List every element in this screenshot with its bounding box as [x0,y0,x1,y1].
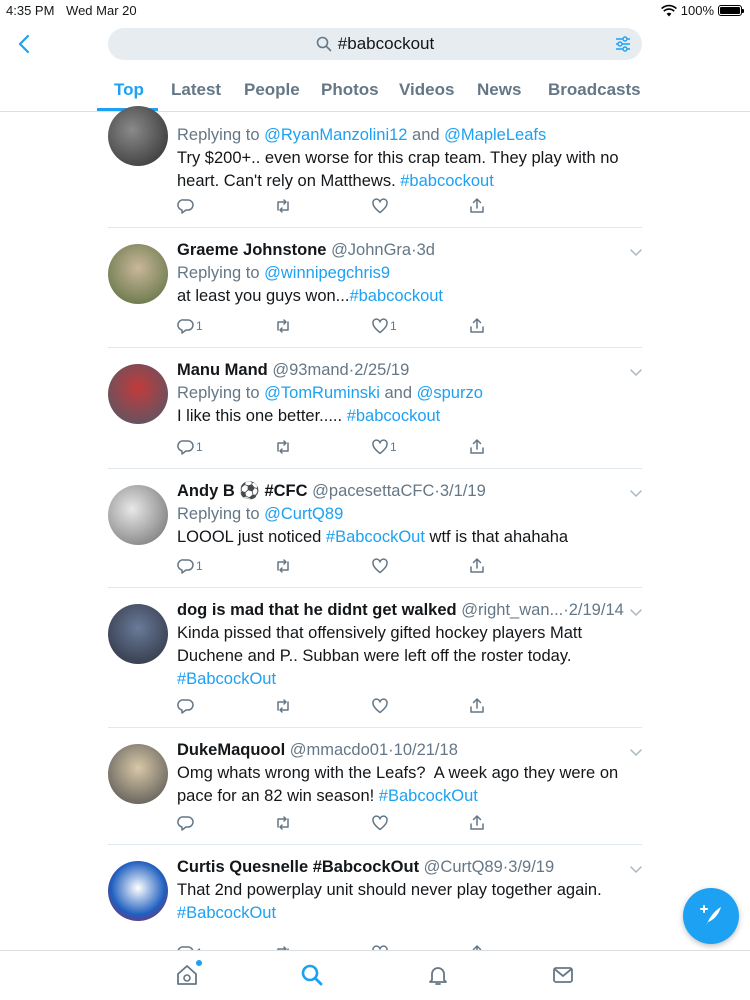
tweet-body [177,856,632,925]
tweet[interactable] [0,588,750,728]
share-button[interactable] [468,438,486,456]
avatar[interactable] [108,604,168,664]
avatar[interactable] [108,485,168,545]
tweet-time: 10/21/18 [393,741,458,759]
search-icon [316,36,332,52]
like-button[interactable] [371,557,390,575]
reply-icon [177,557,195,575]
back-button[interactable] [12,30,36,58]
tweet-actions [177,557,497,577]
reply-button[interactable] [177,697,196,715]
tweet-text [177,785,632,808]
tweet-text-segment: Kinda pissed that offensively gifted hockey players Matt [177,624,583,642]
tweet-text-segment: LOOOL just noticed [177,528,326,546]
bottom-tab-bar [0,950,750,1000]
replying-to [177,262,632,285]
avatar[interactable] [108,861,168,921]
tweet-text [177,285,632,308]
likes-count: 1 [390,440,397,454]
separator-dot: · [563,601,569,619]
replies-count: 1 [196,319,203,333]
tweet-actions [177,197,497,217]
tweet-header [177,359,632,382]
tweet-actions [177,317,497,337]
tweet-text-segment: Duchene and P.. Subban were left off the roster today. [177,647,572,665]
messages-tab[interactable] [551,963,575,992]
retweet-icon [274,557,292,575]
compose-button[interactable] [683,888,739,944]
tweet-body [177,739,632,808]
tweet-body [177,599,632,691]
wifi-icon [661,5,677,17]
reply-icon [177,197,195,215]
reply-icon [177,317,195,335]
tab-news[interactable]: News [477,80,522,99]
share-button[interactable] [468,814,486,832]
heart-icon [371,197,389,215]
status-bar [0,0,750,20]
mention-link[interactable]: @RyanManzolini12 [264,126,408,144]
share-button[interactable] [468,317,486,335]
hashtag-link[interactable]: #babcockout [346,407,441,425]
separator-dot: · [411,241,417,259]
tweet-text [177,622,632,645]
avatar[interactable] [108,744,168,804]
search-icon [300,963,324,987]
tab-photos[interactable]: Photos [321,80,379,99]
retweet-button[interactable] [274,814,293,832]
hashtag-link[interactable]: #BabcockOut [177,670,277,688]
mail-icon [551,963,575,987]
mention-link[interactable]: @CurtQ89 [264,505,344,523]
retweet-icon [274,197,292,215]
replying-to [177,124,632,147]
battery-icon [718,5,742,16]
user-handle: @pacesettaCFC [312,482,435,500]
user-handle: @right_wan... [461,601,564,619]
user-handle: @mmacdo01 [289,741,389,759]
search-header [0,20,750,70]
like-button[interactable] [371,317,397,335]
tweet-actions [177,814,497,834]
heart-icon [371,317,389,335]
search-query: #babcockout [337,34,435,53]
share-icon [468,697,486,715]
tweet-text [177,405,632,428]
share-button[interactable] [468,197,486,215]
tweet-time: 3/1/19 [439,482,486,500]
compose-icon [697,902,725,930]
share-button[interactable] [468,697,486,715]
tweet-text [177,170,632,193]
avatar[interactable] [108,364,168,424]
separator-dot: · [348,361,355,379]
tweet-time: 3d [416,241,435,259]
heart-icon [371,697,389,715]
tweet-text-segment: Omg whats wrong with the Leafs? A week ago they were on [177,764,619,782]
replies-count: 1 [196,440,203,454]
avatar[interactable] [108,244,168,304]
share-button[interactable] [468,557,486,575]
replying-label: Replying to [177,505,265,523]
more-options-button[interactable] [629,245,643,259]
separator-dot: · [388,741,394,759]
tweet-text [177,902,632,925]
tweet-text-segment: That 2nd powerplay unit should never play together again. [177,881,602,899]
retweet-button[interactable] [274,697,293,715]
chevron-down-icon [629,862,643,876]
reply-icon [177,438,195,456]
tweet-actions [177,697,497,717]
replying-label: Replying to [177,384,265,402]
tweet-header [177,239,632,262]
tweet-text-segment: wtf is that ahahaha [424,528,569,546]
battery-percent: 100% [680,3,714,18]
more-options-button[interactable] [629,365,643,379]
more-options-button[interactable] [629,862,643,876]
tweet-header [177,101,632,124]
notifications-tab[interactable] [426,963,450,992]
likes-count: 1 [390,319,397,333]
user-name[interactable]: DukeMaquool [177,741,286,759]
tweet-text-segment: at least you guys won... [177,287,350,305]
reply-button[interactable] [177,557,203,575]
explore-tab[interactable] [300,963,324,992]
like-button[interactable] [371,438,397,456]
separator-dot: · [434,482,440,500]
tab-latest[interactable]: Latest [171,80,222,99]
tweet[interactable] [0,348,750,469]
tweet[interactable] [0,469,750,588]
retweet-icon [274,814,292,832]
filter-icon [614,35,632,53]
bell-icon [426,963,450,987]
tweet-body [177,239,632,308]
hashtag-link[interactable]: #babcockout [400,172,494,190]
filter-button[interactable] [614,35,632,53]
replying-and: and [379,384,417,402]
chevron-down-icon [629,486,643,500]
search-input[interactable] [108,28,642,60]
reply-button[interactable] [177,438,203,456]
tweet-time: 3/9/19 [508,858,555,876]
tweet[interactable] [0,728,750,845]
mention-link[interactable]: @spurzo [416,384,483,402]
retweet-button[interactable] [274,317,293,335]
tab-people[interactable]: People [244,80,300,99]
share-icon [468,317,486,335]
chevron-down-icon [629,745,643,759]
tweet-text [177,645,632,668]
replying-label: Replying to [177,126,265,144]
home-tab[interactable] [175,963,199,992]
replies-count: 1 [196,559,203,573]
user-name[interactable]: Curtis Quesnelle #BabcockOut [177,858,420,876]
tweet-time: 2/25/19 [354,361,410,379]
heart-icon [371,814,389,832]
user-name[interactable]: Graeme Johnstone [177,241,327,259]
tweet-text-segment: pace for an 82 win season! [177,787,379,805]
share-icon [468,197,486,215]
mention-link[interactable]: @TomRuminski [264,384,380,402]
reply-button[interactable] [177,197,196,215]
tweet-feed[interactable] [0,112,750,950]
replying-and: and [407,126,445,144]
share-icon [468,814,486,832]
tweet-time: 2/19/14 [568,601,624,619]
tweet-text [177,879,632,902]
retweet-button[interactable] [274,438,293,456]
user-name[interactable]: Manu Mand [177,361,268,379]
separator-dot: · [502,858,509,876]
tweet-text [177,762,632,785]
heart-icon [371,438,389,456]
status-date: Wed Mar 20 [66,3,137,18]
replying-to [177,503,632,526]
tab-broadcasts[interactable]: Broadcasts [548,80,641,99]
tab-top[interactable]: Top [114,80,144,99]
replying-label: Replying to [177,264,265,282]
home-icon [175,963,199,987]
tweet-header [177,739,632,762]
home-notification-dot [196,960,202,966]
hashtag-link[interactable]: #BabcockOut [177,904,277,922]
reply-button[interactable] [177,317,203,335]
share-icon [468,557,486,575]
retweet-icon [274,697,292,715]
hashtag-link[interactable]: #babcockout [349,287,444,305]
user-handle: @93mand [272,361,349,379]
chevron-left-icon [18,34,30,54]
tweet-header [177,599,632,622]
user-handle: @CurtQ89 [423,858,503,876]
user-handle: @JohnGra [331,241,412,259]
tweet-body [177,480,632,549]
tab-videos[interactable]: Videos [399,80,455,99]
retweet-icon [274,317,292,335]
tweet-text-segment: heart. Can't rely on Matthews. [177,172,401,190]
tweet-text-segment: I like this one better..... [177,407,347,425]
like-button[interactable] [371,697,390,715]
tweet[interactable] [0,90,750,228]
share-icon [468,438,486,456]
retweet-icon [274,438,292,456]
chevron-down-icon [629,605,643,619]
more-options-button[interactable] [629,486,643,500]
tweet-header [177,480,632,503]
tweet-header [177,856,632,879]
user-name[interactable]: Andy B ⚽ #CFC [177,482,308,500]
reply-button[interactable] [177,814,196,832]
reply-icon [177,814,195,832]
tweet-body [177,101,632,193]
tweet[interactable] [0,228,750,348]
retweet-button[interactable] [274,557,293,575]
replying-to [177,382,632,405]
reply-icon [177,697,195,715]
more-options-button[interactable] [629,745,643,759]
status-time: 4:35 PM [6,3,55,18]
like-button[interactable] [371,197,390,215]
user-name[interactable]: dog is mad that he didnt get walked [177,601,457,619]
mention-link[interactable]: @winnipegchris9 [264,264,391,282]
avatar[interactable] [108,106,168,166]
tweet-text [177,526,632,549]
heart-icon [371,557,389,575]
mention-link[interactable]: @MapleLeafs [444,126,547,144]
hashtag-link[interactable]: #BabcockOut [378,787,478,805]
tweet-text [177,668,632,691]
tweet-body [177,359,632,428]
tweet-actions [177,438,497,458]
chevron-down-icon [629,245,643,259]
tweet-text [177,147,632,170]
like-button[interactable] [371,814,390,832]
more-options-button[interactable] [629,605,643,619]
chevron-down-icon [629,365,643,379]
retweet-button[interactable] [274,197,293,215]
hashtag-link[interactable]: #BabcockOut [325,528,425,546]
tweet-text-segment: Try $200+.. even worse for this crap team. They play with no [177,149,619,167]
